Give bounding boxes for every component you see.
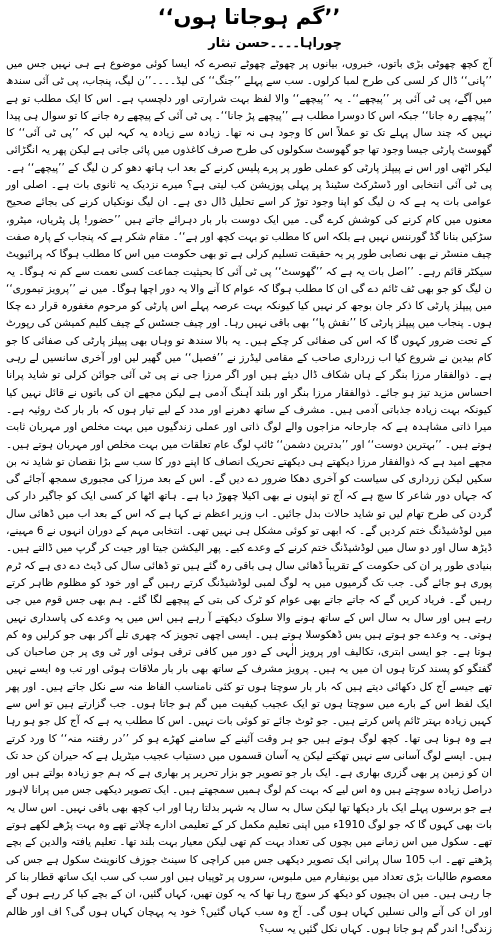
article-body: آج کچھ چھوٹی بڑی باتوں، خبروں، بیانوں پر چھوٹے چھوٹے تبصرے کہ ایسا کوئی موضوع ہے ہی نہیں جس میں ’’پانی‘‘ ڈال کر لسی کی طرح لمبا کرلوں۔ سب سے پہلے ’’جنگ‘‘ کی لیڈ۔۔۔۔’’ن لیگ، پنجاب، پی ٹی آئی سندھ میں آگے، پی ٹی آئی پر ’’پیچھے‘‘۔ یہ ’’پیچھے‘‘ والا لفظ بہت شرارتی اور دلچسپ ہے۔ اس کا ایک مطلب تو ہے ’’پیچھے رہ جانا‘‘ جبکہ اس کا دوسرا مطلب ہے ’’پیچھے پڑ جانا‘‘۔ پی ٹی آئی کے پیچھے رہ جانے کا تو سوال ہی پیدا نہیں کہ چند سال پہلے تک تو عملاً اس کا وجود ہی نہ تھا۔ زیادہ سے زیادہ یہ کہہ لیں کہ ’’پی ٹی آئی‘‘ کا گھوسٹ پارٹی جیسا وجود تھا جو گھوسٹ سکولوں کی طرح صرف کاغذوں میں پائی جاتی ہے لیکن پھر یہ انگڑائی لیکر اٹھی اور اس نے پیپلز پارٹی کو عملی طور پر پرے پلیس کرنے کے بعد اب ہاتھ دھو کر ن لیگ کے ’’پیچھے‘‘ ہے۔ پی ٹی آئی انتخابی اور ڈسٹرکٹ سٹینڈ پر پہلی پوزیشن کب لیتی ہے؟ میرے نزدیک یہ ثانوی بات ہے۔ اصلی اور عوامی بات یہ ہے کہ ن لیگ کو اپنا وجود توڑ کر اسے تحلیل ڈال دی ہے۔ ان لیگ نونکیاں کرنے کی بجائے صحیح معنوں میں کام کرنے کی کوشش کرے گی۔ میں ایک دوست بار بار دہرائے جاتے ہیں ’’حضور! پل پٹریاں، میٹرو، سڑکیں بنانا گڈ گورننس نہیں ہے بلکہ اس کا مطلب تو بہت کچھ اور ہے‘‘۔ مقام شکر ہے کہ پنجاب کے پارہ صفت چیف منسٹر نے بھی نصابی طور پر یہ حقیقت تسلیم کرلی ہے تو بھی حکومت میں اس کا مطلب ہوگا کہ پرائیویٹ سیکٹر قائم رہے۔ ’’اصل بات یہ ہے کہ ’’گھوسٹ‘‘ پی ٹی آئی کا بحیثیت جماعت کسی نعمت سے کم نہ ہوگا۔ یہ ن لیگ کو جو بھی ٹف ٹائم دے گی ان کا مطلب ہوگا کہ عوام کا آنے والا یہ دور اچھا ہوگا۔ میں نے ’’پرویز تیموری‘‘ میں پیپلز پارٹی کا ذکر جان بوجھ کر نہیں کیا کیونکہ بہت عرصہ پہلے اس پارٹی کو مرحوم مغفورہ قرار دے چکا ہوں۔ پنجاب میں پیپلز پارٹی کا ’’نقش پا‘‘ بھی باقی نہیں رہا۔ اور چیف جسٹس کے چیف کلیم کمیشن کی رپورٹ کے تحت ضرور کہوں گا کہ اس کی صفائی کر چکے ہیں۔ یہ بالا سندھ تو وہاں بھی پیپلز پارٹی کی صفائی کا جو کام بیدین نے شروع کیا اب زرداری صاحب کے مقامی لیڈرز نے ’’فصیل‘‘ میں گھیر لیں اور آخری سانسیں لے رہی ہے۔ ذوالفقار مرزا بنگر کے ہاں شکاف ڈال دیئے ہیں اور اگر مرزا جی نے پی ٹی آئی جوائن کرلی تو شاید پرانا احساس مزید تیز ہو جائے۔ ذوالفقار مرزا بنگر اور بلند آہنگ آدمی ہے لیکن مجھے ان کی باتوں نے قائل نہیں کیا کیونکہ بہت زیادہ جذباتی آدمی ہیں۔ مشرف کے ساتھ دھرنے اور مدد کے لیے تیار ہوں کہ بار بار کٹ روئیہ ہے۔ میرا ذاتی مشاہدہ ہے کہ جارحانہ مزاجوں والے لوگ ذاتی اور عملی زندگیوں میں بہت مخلص اور مہربان ثابت ہوتے ہیں۔ ’’بہترین دوست‘‘ اور ’’بدترین دشمن‘‘ ٹائپ لوگ عام تعلقات میں بہت مخلص اور مہربان ہوتے ہیں۔ مجھے امید ہے کہ ذوالفقار مرزا دیکھتے ہی دیکھتے تحریک انصاف کا اپنے دور کا سب سے بڑا نقصان تو شاید نہ بن سکیں لیکن زرداری کی سیاست کو آخری دھکا ضرور دے دیں گے۔ اس کے بعد مرزا کی مجبوری سمجھ آجائے گی کہ جہاں دور شاعر کا سچ ہے کہ آج تو اپنوں نے بھی اکیلا چھوڑ دیا ہے۔ ہاتھ اٹھا کر کسی ایک کو جاگیر دار کی گردن کی طرح تھام لیں تو شاید حالات بدل جائیں۔ اب وزیر اعظم نے کہا ہے کہ اس کے بعد اب میں ڈھائی سال میں لوڈشیڈنگ ختم کردیں گے۔ کہ ابھی تو کوئی مشکل ہی نہیں تھی۔ انتخابی مہم کے دوران انہوں نے 6 مہینے، ڈیڑھ سال اور دو سال میں لوڈشیڈنگ ختم کرنے کے وعدے کیے۔ پھر الیکشن جیتا اور جیت کر گرپ میں ڈالتے ہیں۔ بنیادی طور پر ان کی حکومت کے تقریباً ڈھائی سال ہی باقی رہ گئے ہیں تو ڈھائی سال کی ڈیٹ دے دی ہے کہ ٹرم پوری ہو جائے گی۔ جب تک گرمیوں میں یہ لوگ لمبی لوڈشیڈنگ کرتے رہیں گے اور خود کو مظلوم ظاہر کرتے رہیں گے۔ فریاد کریں گے کہ جاتے جاتے بھی عوام کو ٹرک کی بتی کے پیچھے لگا گئے۔ ہم بھی جس قوم میں جی رہے ہیں اور سال بہ سال اس کے ساتھ ہونے والا سلوک دیکھتے آ رہے ہیں اس میں یہ وعدے کی پاسداری نہیں ہوتی۔ یہ وعدے جو ہوتے ہیں بس ڈھکوسلا ہوتے ہیں۔ ایسی اچھی تجویز کہ چھری تلے آکر بھی جو کرلیں وہ کم ہوتا ہے۔ جو ایسی ابتری، تکالیف اور پرویز الٰہی کے دور میں کافی ترقی ہوئی اور ٹی وی پر جن صاحبان کی گفتگو کو پسند کرتا ہوں ان میں یہ ہیں۔ پرویز مشرف کے ساتھ بھی بار بار ملاقات ہوئی اور تب وہ ایسے نہیں تھے جیسے آج کل دکھائی دیتے ہیں کہ بار بار سوچتا ہوں تو کئی نامناسب الفاظ منہ سے نکل جاتے ہیں۔ اور پھر ایک لفظ اس کے بارے میں سوچتا ہوں تو ایک عجیب کیفیت میں گم ہو جاتا ہوں۔ جب گزارتے ہیں تو اس سے کہیں زیادہ بہتر ٹائم پاس کرتے ہیں۔ جو ٹوٹ جائے تو کوئی بات نہیں۔ اس کا مطلب یہ ہے کہ آج کل جو ہو رہا ہے وہ ہونا ہی تھا۔ کچھ لوگ ہوتے ہیں جو ہر وقت آئینے کے سامنے کھڑے ہو کر ’’در رفتنہ منہ‘‘ کا ورد کرتے ہیں۔ ایسے لوگ آسانی سے نہیں تھکتے لیکن یہ آسان قسموں میں دستیاب عجیب میٹریل ہے کہ حیران کن حد تک ان کو زمین پر بھی گزری بھاری ہے۔ ایک بار جو تصویر جو بزار تحریر پر بھاری ہے کہ ہم جو زیادہ بولتے ہیں اور دراصل زیادہ سوچتے ہیں وہ اس لیے کہ بہت کم لوگ ہمیں سمجھتے ہیں۔ ایک تصویر دیکھی جس میں پرانا لاہور ہے جو برسوں پہلے ایک بار دیکھا تھا لیکن سال بہ سال یہ شہر بدلتا رہا اور اب کچھ بھی باقی نہیں۔ اس سال یہ بات بھی کہوں گا کہ جو لوگ 1910ء میں اپنی تعلیم مکمل کر کے تعلیمی ادارے چلاتے تھے وہ بہت پڑھے لکھے ہوتے تھے۔ سکول میں اس زمانے میں بچوں کی تعداد بہت کم تھی لیکن معیار بہت بلند تھا۔ تعلیم یافتہ والدین کے بچے پڑھتے تھے۔ اب 105 سال پرانی ایک تصویر دیکھی جس میں کراچی کا سینٹ جوزف کانوینٹ سکول ہے جس کی معصوم طالبات بڑی تعداد میں یونیفارم میں ملبوس، سروں پر ٹوپیاں ہیں اور سب کی سب ایک ساتھ قطار بنا کر جا رہی ہیں۔ میں ان بچیوں کو دیکھ کر سوچ رہا تھا کہ یہ کون تھیں، کہاں گئیں، ان کے بچے کیا کر رہے ہوں گے اور ان کی آنے والی نسلیں کہاں ہوں گی۔ آج وہ سب کہاں گئیں؟ خود یہ پہچان کہاں ہوں گی؟ اف اور ظالم زندگی! اندر گم ہو جاتا ہوں۔ کہاں نکل گئیں یہ سب؟	[6, 58, 493, 935]
article-byline: چوراہا۔۔۔۔حسن نثار	[208, 36, 342, 51]
article-headline: ’’گم ہوجاتا ہوں‘‘	[157, 5, 341, 29]
article-column	[6, 0, 493, 935]
